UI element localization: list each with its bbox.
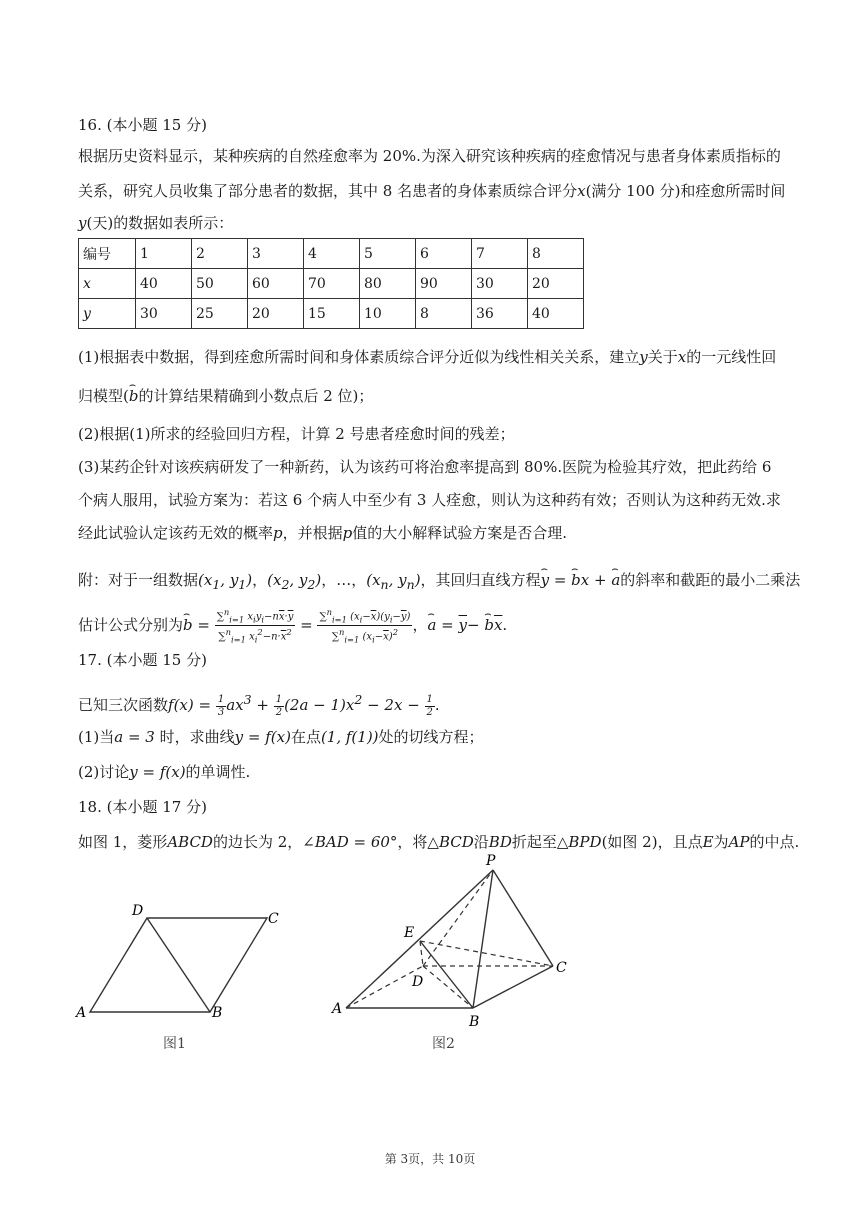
q16-part1-line2: 归模型(⌢ b的计算结果精确到小数点后 2 位)； [78, 386, 783, 406]
q16-part1-line1: (1)根据表中数据，得到痊愈所需时间和身体素质综合评分近似为线性相关关系，建立y关于x的一元线性回 [78, 348, 777, 366]
q16-intro-line1: 根据历史资料显示，某种疾病的自然痊愈率为 20%.为深入研究该种疾病的痊愈情况与患者身体素质指标的 [78, 147, 781, 165]
q18-stem: 如图 1，菱形ABCD的边长为 2，∠BAD = 60°，将△BCD沿BD折起至△BPD(如图 2)，且点E为AP的中点. [78, 833, 800, 851]
q16-part3-line1: (3)某药企针对该疾病研发了一种新药，认为该药可将治愈率提高到 80%.医院为检验其疗效，把此药给 6 [78, 458, 772, 476]
formula-fraction: $\frac{\sum^n_{i=1} x_iy_i-n\overline{x}\cdot\overline{y}}{\sum^n_{i=1} x_i^2-n\cdot\overline{x}^2}$ [216, 607, 294, 645]
figure-1-caption: 图1 [163, 1036, 186, 1052]
table-row [79, 239, 584, 269]
table-cell: 40 [528, 299, 584, 329]
table-header-cell: 2 [192, 239, 248, 269]
table-header-cell: 6 [416, 239, 472, 269]
vertex-label-d: D [132, 903, 144, 919]
vertex-label-a: A [332, 1001, 343, 1017]
table-cell: 10 [360, 299, 416, 329]
q16-part3-line2: 个病人服用，试验方案为：若这 6 个病人中至少有 3 人痊愈，则认为这种药有效；否则认为这种药无效.求 [78, 491, 781, 509]
table-cell: 50 [192, 269, 248, 299]
q18-heading: 18. (本小题 17 分) [78, 798, 207, 816]
q17-heading: 17. (本小题 15 分) [78, 651, 207, 669]
table-cell: 8 [416, 299, 472, 329]
edge-db [423, 966, 473, 1008]
q16-note-line2: 估计公式分别为⌢ b = $\frac{\sum^n_{i=1} x_iy_i-n\overline{x}\cdot\overline{y}}{\sum^n_{i=1} x_i^2-n\cdot\overline{x}^2}$ = $\frac{\sum^n_{i=1} (x_i-\overline{x})(y_i-\overline{y})}{\sum^n_{i=1} (x_i-\overline{x})^2}$ ，⌢ $a = \overline{y}-$ ⌢ $b\overline{x}$. [78, 606, 783, 646]
q16-intro-line2: 关系，研究人员收集了部分患者的数据，其中 8 名患者的身体素质综合评分x(满分 100 分)和痊愈所需时间 [78, 182, 786, 200]
figure-1-rhombus [70, 895, 300, 1030]
vertex-label-b: B [469, 1014, 480, 1030]
vertex-label-e: E [404, 925, 415, 941]
vertex-label-b: B [212, 1005, 223, 1021]
q16-part2: (2)根据(1)所求的经验回归方程，计算 2 号患者痊愈时间的残差； [78, 425, 515, 443]
q17-part2: (2)讨论y = f(x)的单调性. [78, 763, 251, 781]
table-row [79, 299, 584, 329]
q17-part1: (1)当a = 3 时，求曲线y = f(x)在点(1, f(1))处的切线方程； [78, 728, 484, 746]
table-cell: 60 [248, 269, 304, 299]
table-cell: 15 [304, 299, 360, 329]
table-header-cell: 编号 [79, 239, 136, 269]
table-row [79, 269, 584, 299]
table-cell: 30 [472, 269, 528, 299]
table-cell: 20 [248, 299, 304, 329]
q16-intro-line3: y(天)的数据如表所示： [78, 214, 234, 232]
edge-bp [473, 870, 493, 1008]
table-cell: y [79, 299, 136, 329]
table-header-cell: 1 [136, 239, 192, 269]
table-header-cell: 5 [360, 239, 416, 269]
table-cell: 80 [360, 269, 416, 299]
table-cell: x [79, 269, 136, 299]
data-table [78, 238, 584, 329]
vertex-label-a: A [76, 1005, 87, 1021]
figure-2-pyramid [328, 848, 588, 1033]
figure-2-caption: 图2 [432, 1036, 455, 1052]
table-cell: 30 [136, 299, 192, 329]
table-header-cell: 8 [528, 239, 584, 269]
edge-bc [473, 966, 553, 1008]
vertex-label-c: C [268, 911, 279, 927]
table-cell: 70 [304, 269, 360, 299]
formula-fraction: $\frac{\sum^n_{i=1} (x_i-\overline{x})(y_i-\overline{y})}{\sum^n_{i=1} (x_i-\overline{x})^2}$ [319, 607, 411, 645]
q17-stem: 已知三次函数f(x) = $\frac{1}{3}$ $ax^3$ + $\frac{1}{2}$ $(2a - 1)x^2 - 2x$ − $\frac{1}{2}$ . [78, 692, 440, 718]
page-footer: 第 3页，共 10页 [384, 1152, 476, 1166]
segment-ec [420, 941, 553, 966]
diagonal-bd [147, 918, 210, 1012]
table-cell: 25 [192, 299, 248, 329]
table-header-cell: 7 [472, 239, 528, 269]
table-cell: 40 [136, 269, 192, 299]
vertex-label-p: P [486, 853, 496, 869]
vertex-label-c: C [556, 960, 567, 976]
table-cell: 36 [472, 299, 528, 329]
table-header-cell: 3 [248, 239, 304, 269]
segment-eb [420, 941, 473, 1008]
q16-part3-line3: 经此试验认定该药无效的概率p，并根据p值的大小解释试验方案是否合理. [78, 524, 568, 542]
edge-pc [493, 870, 553, 966]
vertex-label-d: D [412, 974, 424, 990]
q16-note-line1: 附：对于一组数据($x_1$, $y_1$)，($x_2$, $y_2$)，…，($x_n$, $y_n$)，其回归直线方程⌢ y = ⌢ bx + ⌢ a的斜率和截距的最小二乘法 [78, 570, 783, 595]
table-header-cell: 4 [304, 239, 360, 269]
edge-dp [423, 870, 493, 966]
q16-heading: 16. (本小题 15 分) [78, 116, 207, 134]
table-cell: 20 [528, 269, 584, 299]
table-cell: 90 [416, 269, 472, 299]
